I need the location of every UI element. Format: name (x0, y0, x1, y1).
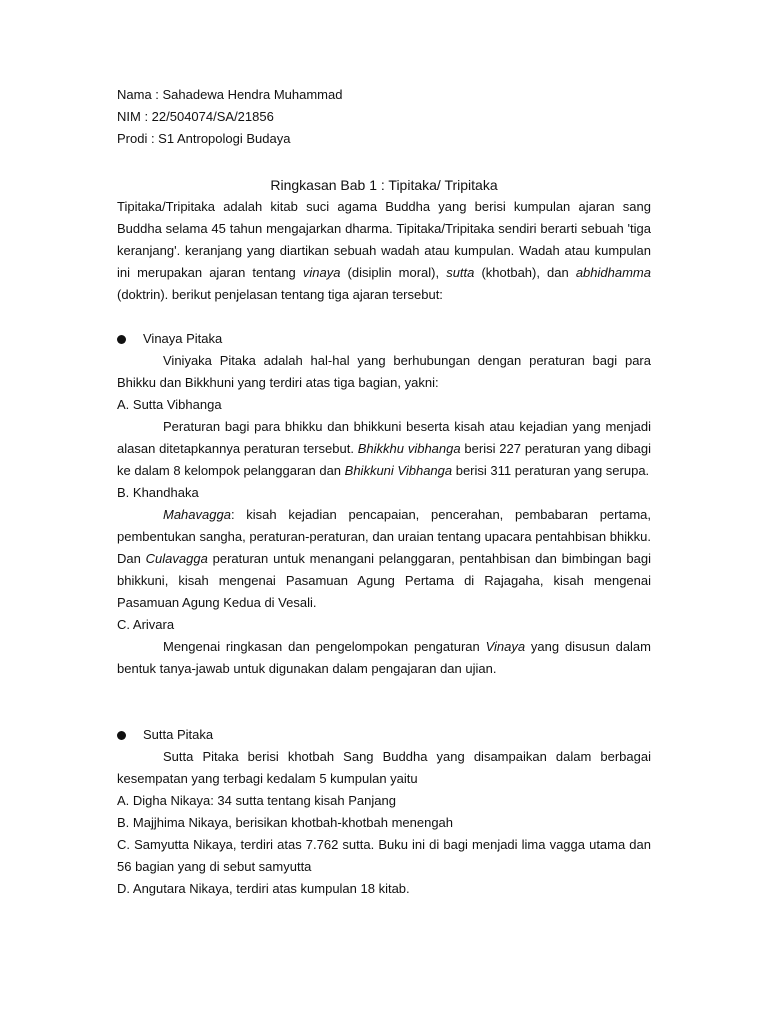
name-line: Nama : Sahadewa Hendra Muhammad (117, 87, 343, 102)
sutta-heading: Sutta Pitaka (117, 724, 651, 746)
nim-line: NIM : 22/504074/SA/21856 (117, 109, 274, 124)
document-title: Ringkasan Bab 1 : Tipitaka/ Tripitaka (270, 177, 498, 193)
vinaya-b-title: B. Khandhaka (117, 485, 199, 500)
sutta-section (117, 724, 651, 900)
sutta-item-a: A. Digha Nikaya: 34 sutta tentang kisah Panjang (117, 793, 396, 808)
sutta-item-d: D. Angutara Nikaya, terdiri atas kumpulan 18 kitab. (117, 881, 410, 896)
vinaya-a-title: A. Sutta Vibhanga (117, 397, 222, 412)
sutta-item-b: B. Majjhima Nikaya, berisikan khotbah-khotbah menengah (117, 815, 454, 830)
sutta-item-c: C. Samyutta Nikaya, terdiri atas 7.762 sutta. Buku ini di bagi menjadi lima vagga utama dan 56 bagian yang di sebut samyutta (117, 837, 651, 874)
vinaya-description: Viniyaka Pitaka adalah hal-hal yang berhubungan dengan peraturan bagi para Bhikku dan Bikkhuni yang terdiri atas tiga bagian, yakni: (117, 353, 651, 390)
vinaya-a-text: Peraturan bagi para bhikku dan bhikkuni beserta kisah atau kejadian yang menjadi alasan ditetapkannya peraturan tersebut. Bhikkhu vibhanga berisi 227 peraturan yang dibagi ke dalam 8 kelompok pelanggaran dan Bhikkuni Vibhanga berisi 311 peraturan yang serupa. (117, 419, 651, 478)
vinaya-c-text: Mengenai ringkasan dan pengelompokan pengaturan Vinaya yang disusun dalam bentuk tanya-jawab untuk digunakan dalam pengajaran dan ujian. (117, 639, 651, 676)
intro-paragraph: Tipitaka/Tripitaka adalah kitab suci agama Buddha yang berisi kumpulan ajaran sang Buddha selama 45 tahun mengajarkan dharma. Tipitaka/Tripitaka sendiri berarti sebuah 'tiga keranjang'. keranjang yang diartikan sebuah wadah atau kumpulan. Wadah atau kumpulan ini merupakan ajaran tentang vinaya (disiplin moral), sutta (khotbah), dan abhidhamma (doktrin). berikut penjelasan tentang tiga ajaran tersebut: (117, 199, 651, 302)
sutta-description: Sutta Pitaka berisi khotbah Sang Buddha yang disampaikan dalam berbagai kesempatan yang terbagi kedalam 5 kumpulan yaitu (117, 749, 651, 786)
student-info (117, 84, 657, 150)
intro-paragraph-block (117, 196, 651, 306)
prodi-line: Prodi : S1 Antropologi Budaya (117, 131, 291, 146)
bullet-icon (117, 731, 126, 740)
bullet-icon (117, 335, 126, 344)
vinaya-b-text: Mahavagga: kisah kejadian pencapaian, pencerahan, pembabaran pertama, pembentukan sangha, peraturan-peraturan, dan uraian tentang upacara pentahbisan bhikku. Dan Culavagga peraturan untuk menangani pelanggaran, pentahbisan dan bimbingan bagi bhikkuni, kisah mengenai Pasamuan Agung Pertama di Rajagaha, kisah mengenai Pasamuan Agung Kedua di Vesali. (117, 507, 651, 610)
vinaya-c-title: C. Arivara (117, 617, 175, 632)
vinaya-heading: Vinaya Pitaka (117, 328, 651, 350)
vinaya-section (117, 328, 651, 680)
